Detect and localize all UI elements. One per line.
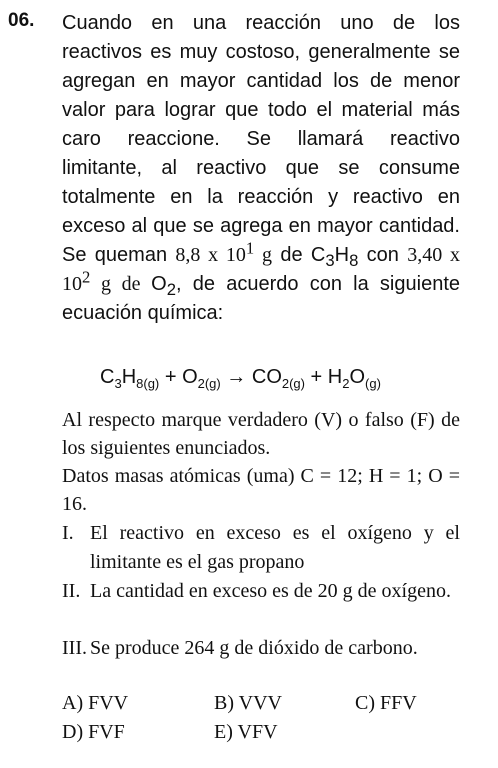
statement-numeral: I. xyxy=(62,522,74,544)
option-d[interactable]: D) FVF xyxy=(62,721,125,743)
question-number: 06. xyxy=(8,10,35,31)
propane-mass: 8,8 x $10^1$ g xyxy=(175,238,273,266)
instructions-block xyxy=(62,406,460,518)
statement-ii xyxy=(62,577,460,606)
option-a[interactable]: A) FVV xyxy=(62,692,129,714)
statement-i xyxy=(62,519,460,577)
option-b[interactable]: B) VVV xyxy=(214,692,282,714)
statement-numeral: III. xyxy=(62,637,87,659)
statement-numeral: II. xyxy=(62,580,81,602)
stem-text-part1: Cuando en una reacción uno de los reactivos es muy costoso, generalmente se agregan en mayor cantidad los de menor valor para lograr que todo el material más caro reaccione. Se llamará reactivo limitante, al reactivo que se consume totalmente en la reacción y reactivo en exceso al que se agrega en mayor cantidad. Se queman xyxy=(62,12,460,266)
statement-iii xyxy=(62,634,460,663)
option-e[interactable]: E) VFV xyxy=(214,721,278,743)
reaction-arrow: → xyxy=(220,366,252,388)
statement-text: La cantidad en exceso es de 20 g de oxígeno. xyxy=(90,580,451,602)
option-c[interactable]: C) FFV xyxy=(355,692,417,714)
statement-text: El reactivo en exceso es el oxígeno y el limitante es el gas propano xyxy=(90,522,460,573)
oxygen-formula: $O_2$ xyxy=(151,273,176,299)
propane-formula: $C_3H_8$ xyxy=(310,244,359,270)
question-stem: Cuando en una reacción uno de los reactivos es muy costoso, generalmente se agregan en mayor cantidad los de menor valor para lograr que todo el material más caro reaccione. Se llamará reactivo limitante, al reactivo que se consume totalmente en la reacción y reactivo en exceso al que se agrega en mayor cantidad. Se queman 8,8 x $10^1$ g de $C_3H_8$ con 3,40 x $10^2$ g de $O_2$, de acuerdo con la siguiente ecuación química: xyxy=(62,12,460,324)
stem-text-part2: , de acuerdo con la siguiente ecuación química: xyxy=(62,273,460,324)
chemical-equation: $C_3H_{8(g)} + O_{2(g)} \to CO_{2(g)} + H_2O_{(g)}$ xyxy=(100,366,381,391)
oxygen-mass: 3,40 x $10^2$ g de xyxy=(62,244,460,295)
atomic-masses-data: Datos masas atómicas (uma) C = 12; H = 1; O = 16. xyxy=(62,465,460,515)
statement-text: Se produce 264 g de dióxido de carbono. xyxy=(90,637,418,659)
instruction-text: Al respecto marque verdadero (V) o falso (F) de los siguientes enunciados. xyxy=(62,409,460,459)
